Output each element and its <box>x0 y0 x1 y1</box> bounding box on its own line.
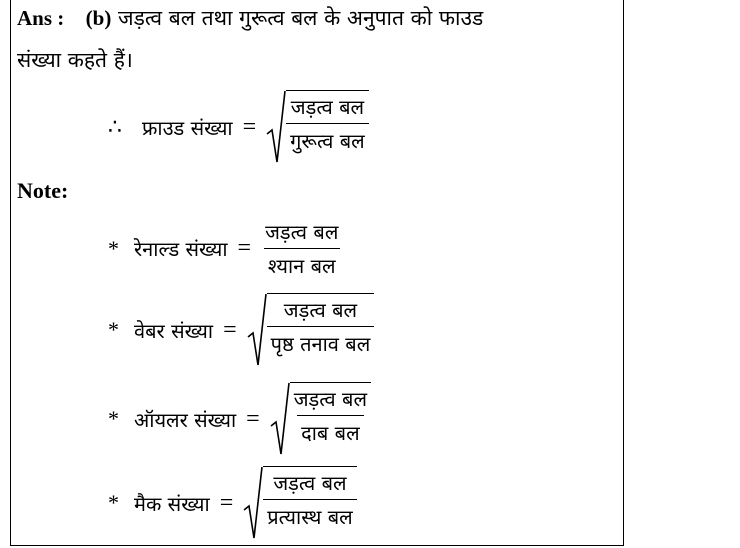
square-root <box>247 293 375 367</box>
weber-lhs: वेबर संख्या <box>134 318 214 343</box>
bullet: * <box>108 235 119 261</box>
weber-formula <box>108 293 374 367</box>
reynolds-formula <box>108 218 342 279</box>
euler-denominator: दाब बल <box>297 415 364 446</box>
radical-sign-icon <box>243 466 263 540</box>
weber-numerator: जड़त्व बल <box>283 298 358 322</box>
radical-sign-icon <box>270 382 290 456</box>
equals-sign: = <box>237 235 252 261</box>
answer-line-1 <box>17 4 617 32</box>
equals-sign: = <box>242 113 257 140</box>
answer-label: Ans : <box>17 6 65 30</box>
reynolds-lhs: रेनाल्ड संख्या <box>134 237 228 261</box>
weber-denominator: पृष्ठ तनाव बल <box>267 326 375 357</box>
euler-fraction <box>290 385 371 446</box>
square-root <box>266 90 369 164</box>
square-root <box>243 466 356 540</box>
answer-option: (b) <box>85 6 112 30</box>
equals-sign: = <box>219 489 234 516</box>
euler-numerator: जड़त्व बल <box>293 387 368 411</box>
froude-lhs: फ्राउड संख्या <box>142 115 233 140</box>
mach-fraction <box>263 469 356 530</box>
equals-sign: = <box>246 405 260 432</box>
bullet: * <box>108 490 119 515</box>
bullet: * <box>108 406 119 431</box>
mach-numerator: जड़त्व बल <box>273 471 347 495</box>
froude-formula <box>108 90 369 164</box>
answer-text-line-2: संख्या कहते हैं। <box>17 48 133 72</box>
answer-text-line-1: जड़त्व बल तथा गुरूत्व बल के अनुपात को फाउड <box>118 6 484 30</box>
froude-fraction <box>286 93 369 154</box>
froude-numerator: जड़त्व बल <box>290 95 365 119</box>
reynolds-numerator: जड़त्व बल <box>265 220 339 244</box>
bullet: * <box>108 317 119 342</box>
weber-fraction <box>267 296 375 357</box>
reynolds-denominator: श्यान बल <box>264 248 340 279</box>
froude-denominator: गुरूत्व बल <box>286 123 369 154</box>
note-label: Note: <box>17 178 69 203</box>
radical-sign-icon <box>266 90 286 164</box>
mach-denominator: प्रत्यास्थ बल <box>263 499 356 530</box>
therefore-symbol: ∴ <box>108 114 122 140</box>
equals-sign: = <box>223 316 237 343</box>
euler-formula <box>108 382 371 456</box>
reynolds-fraction <box>261 218 342 279</box>
euler-lhs: ऑयलर संख्या <box>134 407 237 432</box>
square-root <box>270 382 371 456</box>
mach-lhs: मैक संख्या <box>134 491 210 516</box>
mach-formula <box>108 466 357 540</box>
radical-sign-icon <box>247 293 267 367</box>
